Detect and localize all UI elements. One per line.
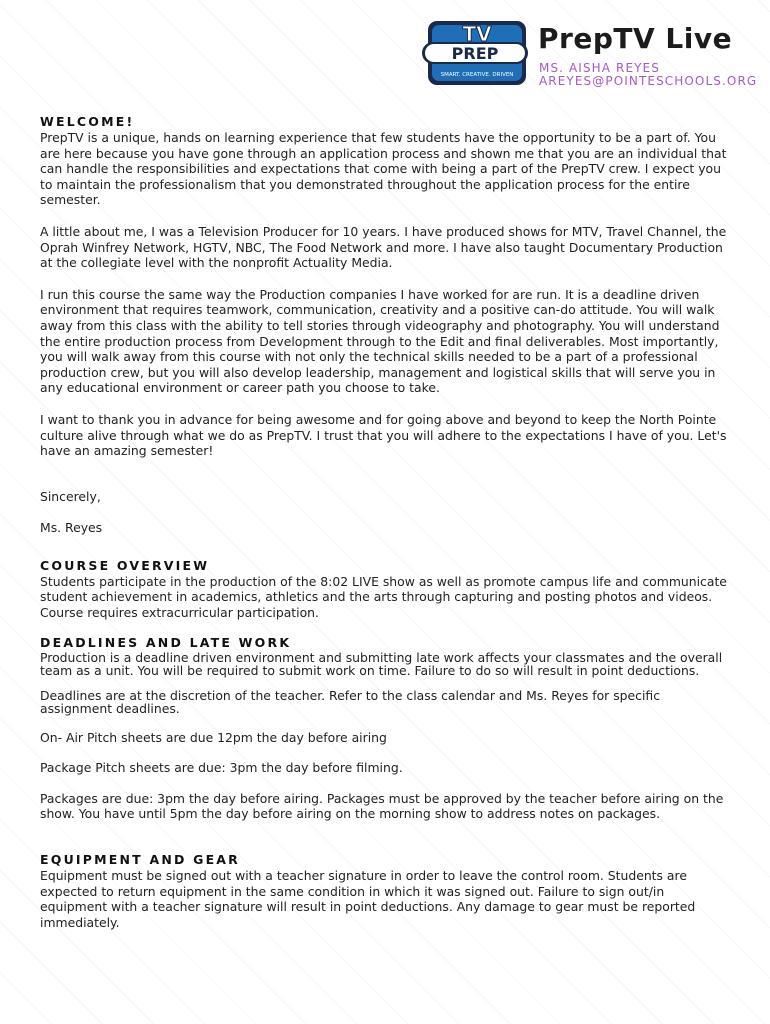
signature-text: Ms. Reyes	[40, 520, 103, 536]
closing-text: Sincerely,	[40, 488, 101, 504]
deadlines-paragraph-4: Package Pitch sheets are due: 3pm the day before filming.	[40, 760, 403, 776]
welcome-paragraph-3: I run this course the same way the Production companies I have worked for are run. It is a deadline driven environment that requires teamwork, communication, creativity and a positive can-do attitude. You will walk away from this class with the ability to tell stories through videography and photography. You will understand the entire production process from Development through to the Edit and final deliverables. Most importantly, you will walk away from this course with not only the technical skills needed to be a part of a professional production crew, but you will also develop leadership, management and logistical skills that will serve you in any educational environment or career path you choose to take.	[40, 286, 720, 396]
deadlines-heading: DEADLINES AND LATE WORK	[40, 634, 292, 650]
logo-tagline: SMART. CREATIVE. DRIVEN	[440, 72, 514, 78]
welcome-paragraph-2: A little about me, I was a Television Producer for 10 years. I have produced shows for MTV, Travel Channel, the Oprah Winfrey Network, HGTV, NBC, The Food Network and more. I have also taught Documentary Production at the collegiate level with the nonprofit Actuality Media.	[40, 223, 727, 271]
page-header	[0, 0, 770, 100]
logo-graphic	[422, 21, 530, 87]
welcome-paragraph-1: PrepTV is a unique, hands on learning experience that few students have the opportunity to be a part of. You are here because you have gone through an application process and shown me that you are an individual that can handle the responsibilities and expectations that come with being a part of the PrepTV crew. I expect you to maintain the professionalism that you demonstrated throughout the application process for the entire semester.	[40, 130, 727, 208]
equipment-heading: EQUIPMENT AND GEAR	[40, 852, 241, 868]
logo-prep-text: PREP	[451, 44, 499, 63]
welcome-paragraph-4: I want to thank you in advance for being awesome and for going above and beyond to keep the North Pointe culture alive through what we do as PrepTV. I trust that you will adhere to the expectations I have of you. Let's have an amazing semester!	[40, 411, 727, 459]
logo-tv-text: TV	[462, 22, 492, 46]
preptv-logo	[422, 21, 530, 87]
equipment-text: Equipment must be signed out with a teacher signature in order to leave the control room. Students are expected to return equipment in the same condition in which it was signed out. Failure to sign out/in equipment with a teacher signature will result in point deductions. Any damage to gear must be reported immediately.	[40, 868, 696, 930]
document-body	[40, 114, 735, 930]
teacher-name: MS. AISHA REYES	[539, 61, 660, 75]
teacher-email[interactable]: AREYES@POINTESCHOOLS.ORG	[539, 74, 758, 88]
course-overview-text: Students participate in the production of the 8:02 LIVE show as well as promote campus life and communicate student achievement in academics, athletics and the arts through capturing and posting photos and videos. Course requires extracurricular participation.	[40, 573, 727, 621]
deadlines-paragraph-3: On- Air Pitch sheets are due 12pm the day before airing	[40, 729, 387, 745]
deadlines-paragraph-1: Production is a deadline driven environment and submitting late work affects your classmates and the overall team as a unit. You will be required to submit work on time. Failure to do so will result in point deductions.	[40, 649, 723, 678]
welcome-heading: WELCOME!	[40, 114, 135, 129]
deadlines-paragraph-2: Deadlines are at the discretion of the teacher. Refer to the class calendar and Ms. Reyes for specific assignment deadlines.	[40, 687, 661, 716]
deadlines-paragraph-5: Packages are due: 3pm the day before airing. Packages must be approved by the teacher before airing on the show. You have until 5pm the day before airing on the morning show to address notes on packages.	[40, 790, 724, 822]
course-overview-heading: COURSE OVERVIEW	[40, 557, 210, 573]
page-title: PrepTV Live	[538, 22, 733, 55]
